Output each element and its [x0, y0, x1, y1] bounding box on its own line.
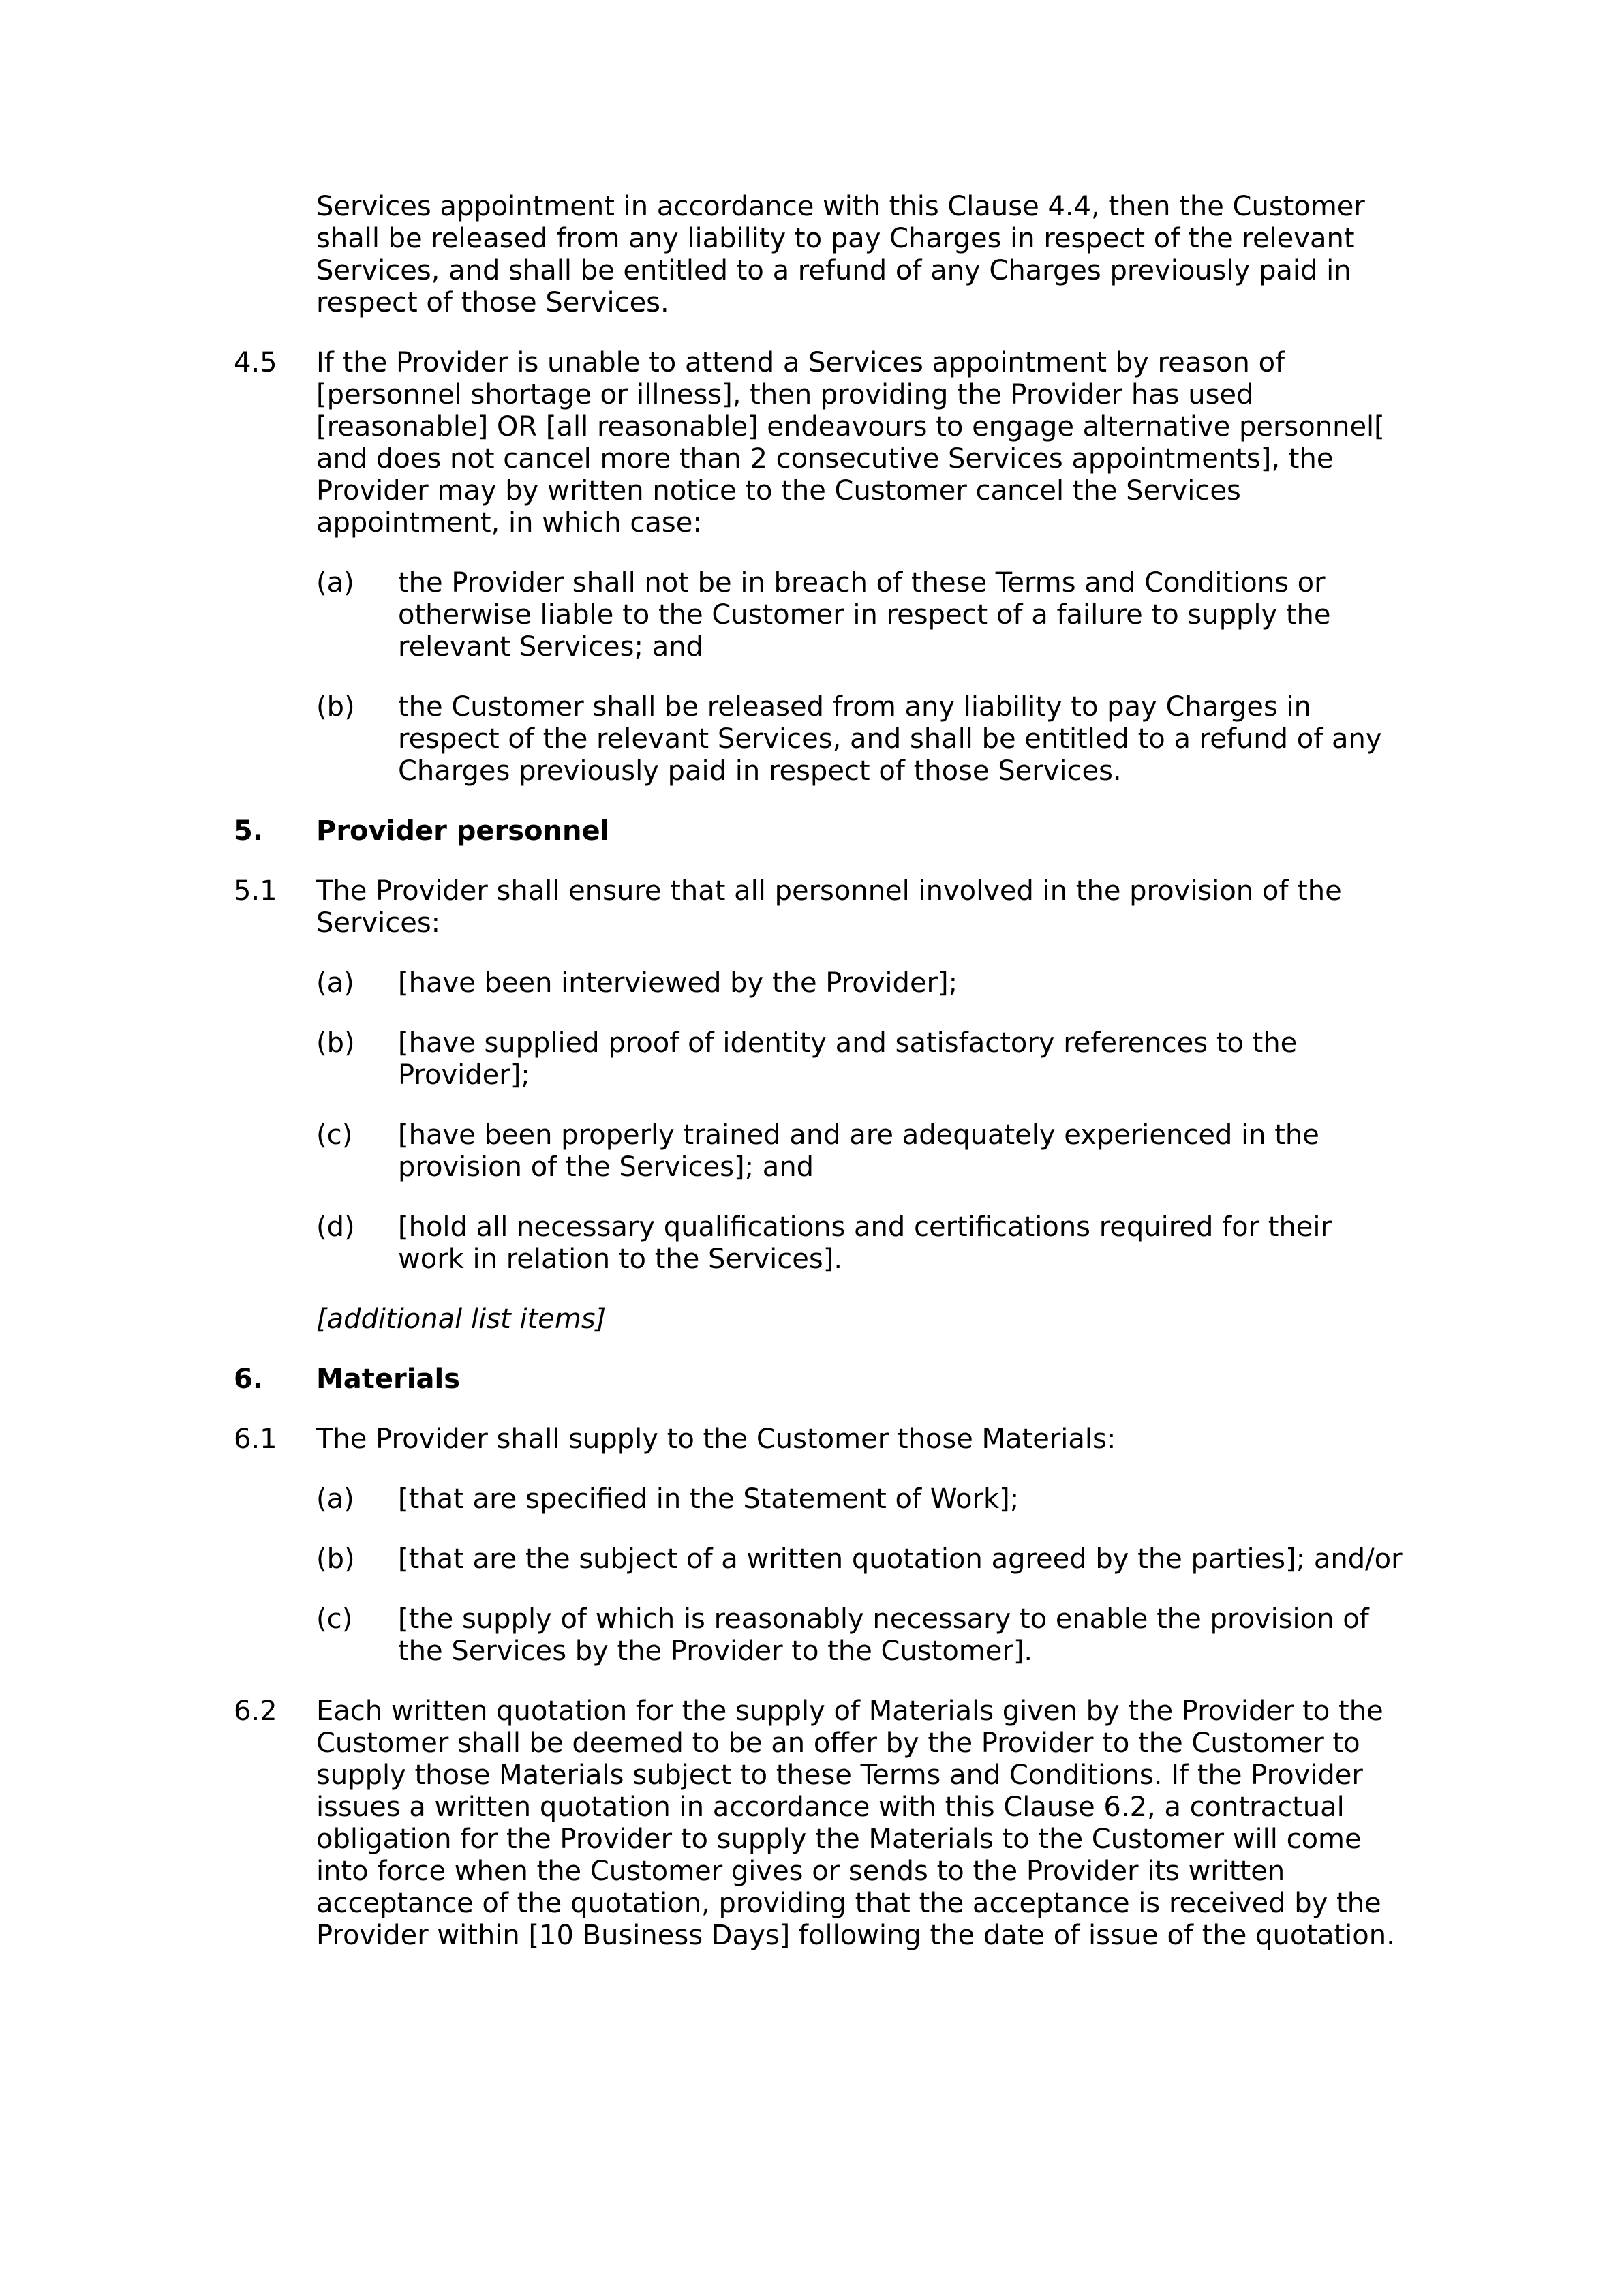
- item-text: the Customer shall be released from any liability to pay Charges in respect of the relevant Services, and shall be entitled to a refund of any Charges previously paid in respect of those Services.: [398, 691, 1382, 787]
- item-label: (a): [316, 967, 354, 999]
- clause-4-5-item-a: [234, 567, 1406, 663]
- section-title: Materials: [316, 1363, 460, 1395]
- note-text: [additional list items]: [316, 1303, 607, 1335]
- clause-number: 4.5: [234, 347, 277, 378]
- clause-6-1-item-c: [234, 1603, 1406, 1667]
- clause-5-1-item-d: [234, 1211, 1406, 1275]
- clause-number: 6.1: [234, 1423, 277, 1455]
- clause-4-5: [234, 347, 1406, 539]
- item-label: (a): [316, 1483, 354, 1515]
- clause-number: 6.2: [234, 1695, 277, 1727]
- clause-5-1: [234, 875, 1406, 939]
- clause-6-1: [234, 1423, 1406, 1455]
- clause-5-1-item-c: [234, 1119, 1406, 1183]
- document-body: [234, 191, 1406, 1980]
- section-title: Provider personnel: [316, 815, 610, 847]
- additional-list-items-note: [234, 1303, 1406, 1335]
- item-label: (b): [316, 691, 355, 723]
- item-label: (b): [316, 1543, 355, 1575]
- item-text: [have been interviewed by the Provider];: [398, 967, 958, 999]
- paragraph-text: Each written quotation for the supply of Materials given by the Provider to the Customer shall be deemed to be an offer by the Provider to the Customer to supply those Materials subject to these Terms and Conditions. If the Provider issues a written quotation in accordance with this Clause 6.2, a contractual obligation for the Provider to supply the Materials to the Customer will come into force when the Customer gives or sends to the Provider its written acceptance of the quotation, providing that the acceptance is received by the Provider within [10 Business Days] following the date of issue of the quotation.: [316, 1695, 1395, 1951]
- item-label: (a): [316, 567, 354, 599]
- item-label: (c): [316, 1119, 353, 1151]
- item-text: the Provider shall not be in breach of these Terms and Conditions or otherwise liable to the Customer in respect of a failure to supply the relevant Services; and: [398, 567, 1331, 663]
- clause-number: 5.1: [234, 875, 277, 907]
- clause-4-5-item-b: [234, 691, 1406, 787]
- item-label: (b): [316, 1027, 355, 1059]
- item-text: [that are the subject of a written quotation agreed by the parties]; and/or: [398, 1543, 1403, 1575]
- section-number: 5.: [234, 815, 264, 847]
- item-text: [have supplied proof of identity and satisfactory references to the Provider];: [398, 1027, 1298, 1091]
- clause-4-4-continuation: [234, 191, 1406, 319]
- item-text: [that are specified in the Statement of Work];: [398, 1483, 1020, 1515]
- item-text: [hold all necessary qualifications and certifications required for their work in relation to the Services].: [398, 1211, 1332, 1275]
- section-5-heading: [234, 815, 1406, 847]
- section-number: 6.: [234, 1363, 264, 1395]
- item-label: (d): [316, 1211, 355, 1243]
- section-6-heading: [234, 1363, 1406, 1395]
- clause-6-1-item-b: [234, 1543, 1406, 1575]
- item-text: [the supply of which is reasonably necessary to enable the provision of the Services by the Provider to the Customer].: [398, 1603, 1369, 1667]
- clause-6-2: [234, 1695, 1406, 1952]
- item-label: (c): [316, 1603, 353, 1635]
- paragraph-text: If the Provider is unable to attend a Services appointment by reason of [personnel shortage or illness], then providing the Provider has used [reasonable] OR [all reasonable] endeavours to engage alternative personnel[ and does not cancel more than 2 consecutive Services appointments], the Provider may by written notice to the Customer cancel the Services appointment, in which case:: [316, 347, 1385, 539]
- item-text: [have been properly trained and are adequately experienced in the provision of the Services]; and: [398, 1119, 1319, 1183]
- paragraph-text: The Provider shall supply to the Customer those Materials:: [316, 1423, 1116, 1455]
- clause-5-1-item-b: [234, 1027, 1406, 1091]
- paragraph-text: The Provider shall ensure that all personnel involved in the provision of the Services:: [316, 875, 1342, 939]
- paragraph-text: Services appointment in accordance with this Clause 4.4, then the Customer shall be released from any liability to pay Charges in respect of the relevant Services, and shall be entitled to a refund of any Charges previously paid in respect of those Services.: [316, 191, 1365, 318]
- clause-5-1-item-a: [234, 967, 1406, 999]
- clause-6-1-item-a: [234, 1483, 1406, 1515]
